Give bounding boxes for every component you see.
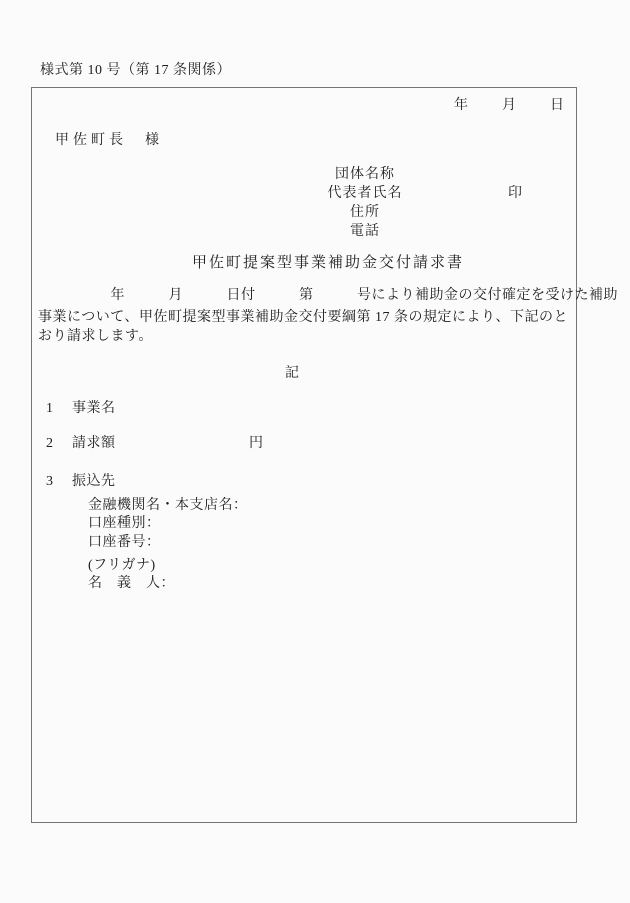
field-furigana: (フリガナ) [88,558,156,573]
currency-unit-label: 円 [249,436,264,451]
body-paragraph-line: 年 月 日付 第 号により補助金の交付確定を受けた補助 [38,288,618,303]
field-account-type: 口座種別： [88,516,161,531]
item-transfer-destination [46,472,116,492]
sender-representative-label: 代表者氏名 [327,186,403,201]
seal-mark: 印 [508,186,522,201]
item-number: 3 [46,474,54,489]
item-number: 2 [46,436,54,451]
body-paragraph-line: おり請求します。 [38,329,153,344]
record-mark: 記 [285,366,299,381]
addressee-line: 甲佐町長 様 [55,133,163,148]
item-number: 1 [46,401,54,416]
sender-org-name-label: 団体名称 [335,167,395,182]
sender-phone-label: 電話 [350,224,380,239]
field-bank-branch-name: 金融機関名・本支店名： [88,498,248,513]
item-project-name [46,399,116,419]
item-label: 振込先 [72,474,116,489]
sender-address-label: 住所 [350,205,380,220]
form-number-label: 様式第 10 号（第 17 条関係） [40,63,231,78]
field-account-holder: 名 義 人： [88,576,175,591]
sender-block [245,165,485,241]
date-blank-line: 年 月 日 [454,98,566,113]
item-label: 事業名 [72,401,116,416]
field-account-number: 口座番号： [88,535,161,550]
item-claim-amount [46,434,264,454]
item-label: 請求額 [72,436,116,451]
document-border-box [31,87,618,823]
body-paragraph-line: 事業について、甲佐町提案型事業補助金交付要綱第 17 条の規定により、下記のと [38,310,568,325]
document-title: 甲佐町提案型事業補助金交付請求書 [192,255,465,271]
